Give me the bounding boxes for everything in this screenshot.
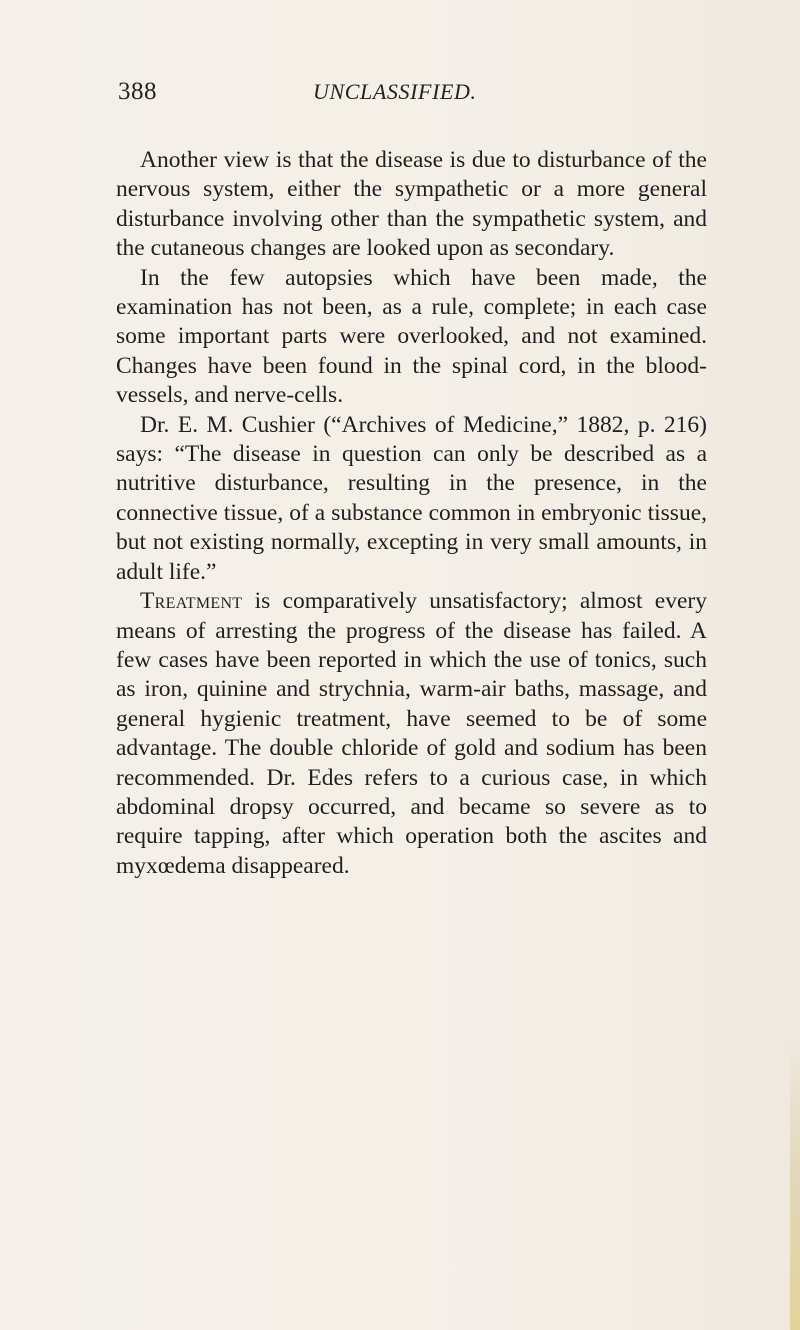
paragraph-text: In the few autopsies which have been made, the examination has not been, as a rule, complete; in each case some important parts were overlooked, and not examined. Changes have been found in the spinal cord, in the blood-vessels, and nerve-cells. [116,264,707,409]
paragraph-text: is comparatively unsatisfactory; almost every means of arresting the progress of the disease has failed. A few cases have been reported in which the use of tonics, such as iron, quinine and strychnia, warm-air baths, massage, and general hygienic treatment, have seemed to be of some advantage. The double chloride of gold and sodium has been recommended. Dr. Edes refers to a curious case, in which abdominal dropsy occurred, and became so severe as to require tapping, after which operation both the ascites and myxœdema disappeared. [116,588,707,879]
paragraph-disturbance-view [116,146,707,264]
paragraph-autopsies [116,264,707,411]
treatment-heading: Treatment [140,588,243,615]
paragraph-text: Dr. E. M. Cushier (“Archives of Medicine,” 1882, p. 216) says: “The disease in question can only be described as a nutritive disturbance, resulting in the presence, in the connective tissue, of a substance common in embryonic tissue, but not existing normally, excepting in very small amounts, in adult life.” [116,411,707,585]
page-edge-shadow [790,1040,800,1330]
page-header [118,78,698,112]
paragraph-cushier-quote [116,411,707,587]
page-number: 388 [118,78,157,105]
paragraph-text: Another view is that the disease is due to disturbance of the nervous system, either the sympathetic or a more general disturbance involving other than the sympathetic system, and the cutaneous changes are looked upon as secondary. [116,147,707,262]
body-text [116,146,707,881]
paragraph-treatment [116,587,707,881]
running-head: UNCLASSIFIED. [313,79,477,104]
